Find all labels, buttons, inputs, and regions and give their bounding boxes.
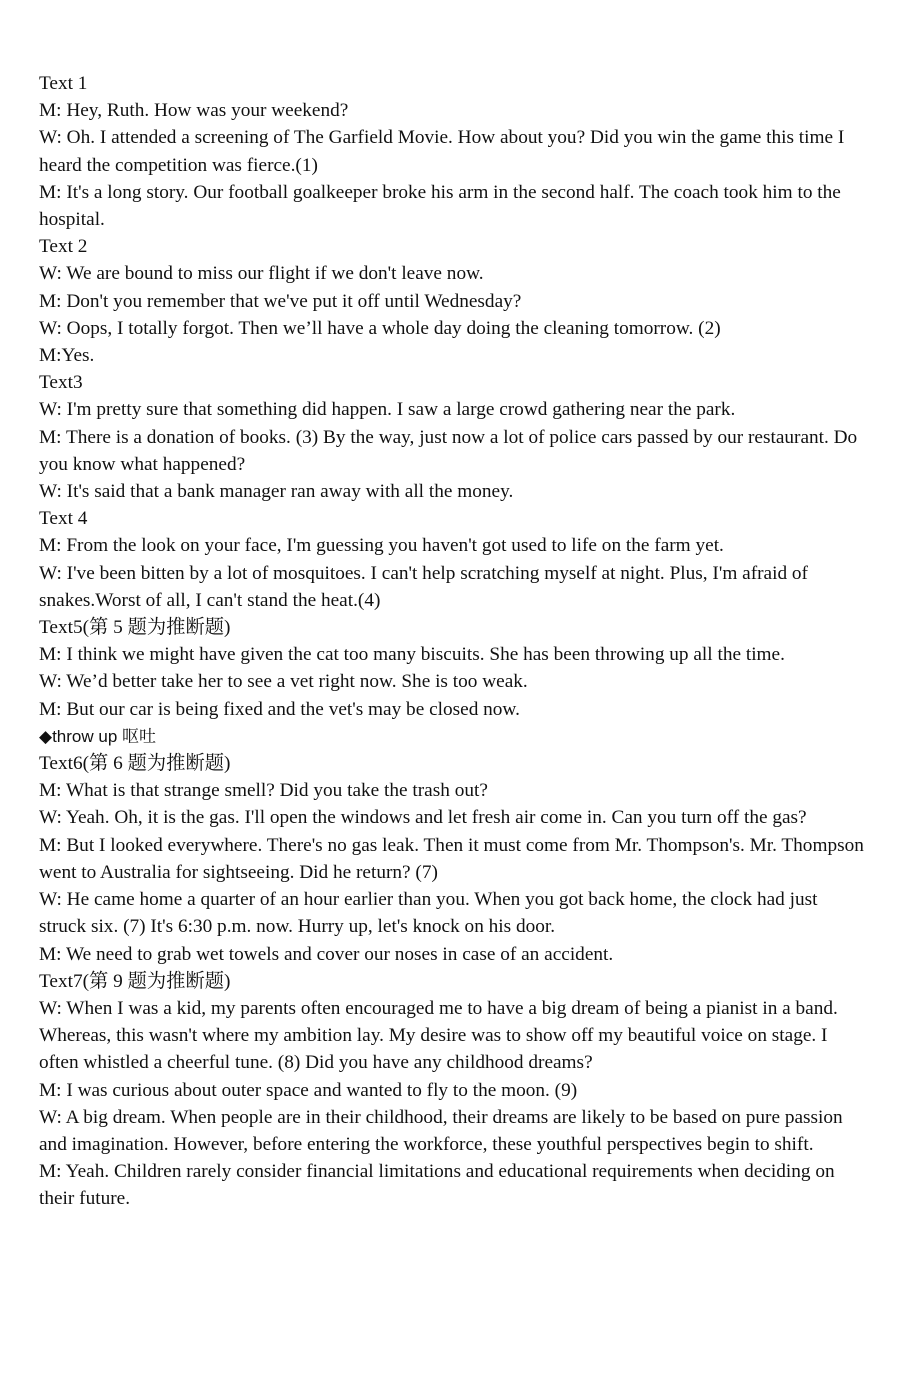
section-heading: Text 4 xyxy=(39,508,88,530)
dialogue-line: M: From the look on your face, I'm guessing you haven't got used to life on the farm yet. xyxy=(39,535,724,557)
section-heading: Text 1 xyxy=(39,73,88,94)
dialogue-line: M: I think we might have given the cat too many biscuits. She has been throwing up all the time. xyxy=(39,644,785,666)
section-heading: Text7(第 9 题为推断题) xyxy=(39,970,231,992)
dialogue-line: M: It's a long story. Our football goalkeeper broke his arm in the second half. The coach took him to the hospital. xyxy=(39,181,841,231)
section-heading: Text 2 xyxy=(39,236,88,258)
dialogue-line: M: Hey, Ruth. How was your weekend? xyxy=(39,100,349,122)
dialogue-line: W: Oops, I totally forgot. Then we’ll have a whole day doing the cleaning tomorrow. (2) xyxy=(39,317,721,339)
dialogue-line: W: Oh. I attended a screening of The Garfield Movie. How about you? Did you win the game this time I heard the competition was fierce.(1) xyxy=(39,127,845,176)
dialogue-line: W: When I was a kid, my parents often encouraged me to have a big dream of being a pianist in a band. Whereas, this wasn't where my ambition lay. My desire was to show off my beautiful voice on stage. I often whistled a cheerful tune. (8) Did you have any childhood dreams? xyxy=(39,997,838,1074)
dialogue-line: M:Yes. xyxy=(39,345,95,367)
dialogue-line: W: A big dream. When people are in their childhood, their dreams are likely to be based on pure passion and imagination. However, before entering the workforce, these youthful perspectives begin to shift. xyxy=(39,1106,843,1155)
dialogue-line: M: Yeah. Children rarely consider financial limitations and educational requirements when deciding on their future. xyxy=(39,1161,835,1210)
section-heading: Text6(第 6 题为推断题) xyxy=(39,753,231,775)
dialogue-line: M: There is a donation of books. (3) By the way, just now a lot of police cars passed by our restaurant. Do you know what happened? xyxy=(39,426,858,475)
transcript-page xyxy=(39,70,867,1213)
dialogue-line: M: We need to grab wet towels and cover our noses in case of an accident. xyxy=(39,943,614,965)
dialogue-line: W: He came home a quarter of an hour earlier than you. When you got back home, the clock had just struck six. (7) It's 6:30 p.m. now. Hurry up, let's knock on his door. xyxy=(39,889,818,938)
section-heading: Text3 xyxy=(39,372,83,394)
section-heading: Text5(第 5 题为推断题) xyxy=(39,617,231,639)
dialogue-line: W: We are bound to miss our flight if we don't leave now. xyxy=(39,263,484,285)
dialogue-line: M: I was curious about outer space and wanted to fly to the moon. (9) xyxy=(39,1079,578,1101)
vocabulary-note: ◆throw up 呕吐 xyxy=(39,726,156,746)
dialogue-line: W: It's said that a bank manager ran away with all the money. xyxy=(39,481,514,503)
dialogue-line: M: What is that strange smell? Did you take the trash out? xyxy=(39,780,488,802)
dialogue-line: M: But I looked everywhere. There's no gas leak. Then it must come from Mr. Thompson's. Mr. Thompson went to Australia for sightseeing. Did he return? (7) xyxy=(39,834,864,883)
dialogue-line: M: Don't you remember that we've put it off until Wednesday? xyxy=(39,290,522,312)
dialogue-line: M: But our car is being fixed and the vet's may be closed now. xyxy=(39,698,520,720)
dialogue-line: W: We’d better take her to see a vet right now. She is too weak. xyxy=(39,671,528,693)
dialogue-line: W: I'm pretty sure that something did happen. I saw a large crowd gathering near the park. xyxy=(39,399,736,421)
dialogue-line: W: Yeah. Oh, it is the gas. I'll open the windows and let fresh air come in. Can you turn off the gas? xyxy=(39,807,807,829)
dialogue-line: W: I've been bitten by a lot of mosquitoes. I can't help scratching myself at night. Plus, I'm afraid of snakes.Worst of all, I can't stand the heat.(4) xyxy=(39,562,808,611)
